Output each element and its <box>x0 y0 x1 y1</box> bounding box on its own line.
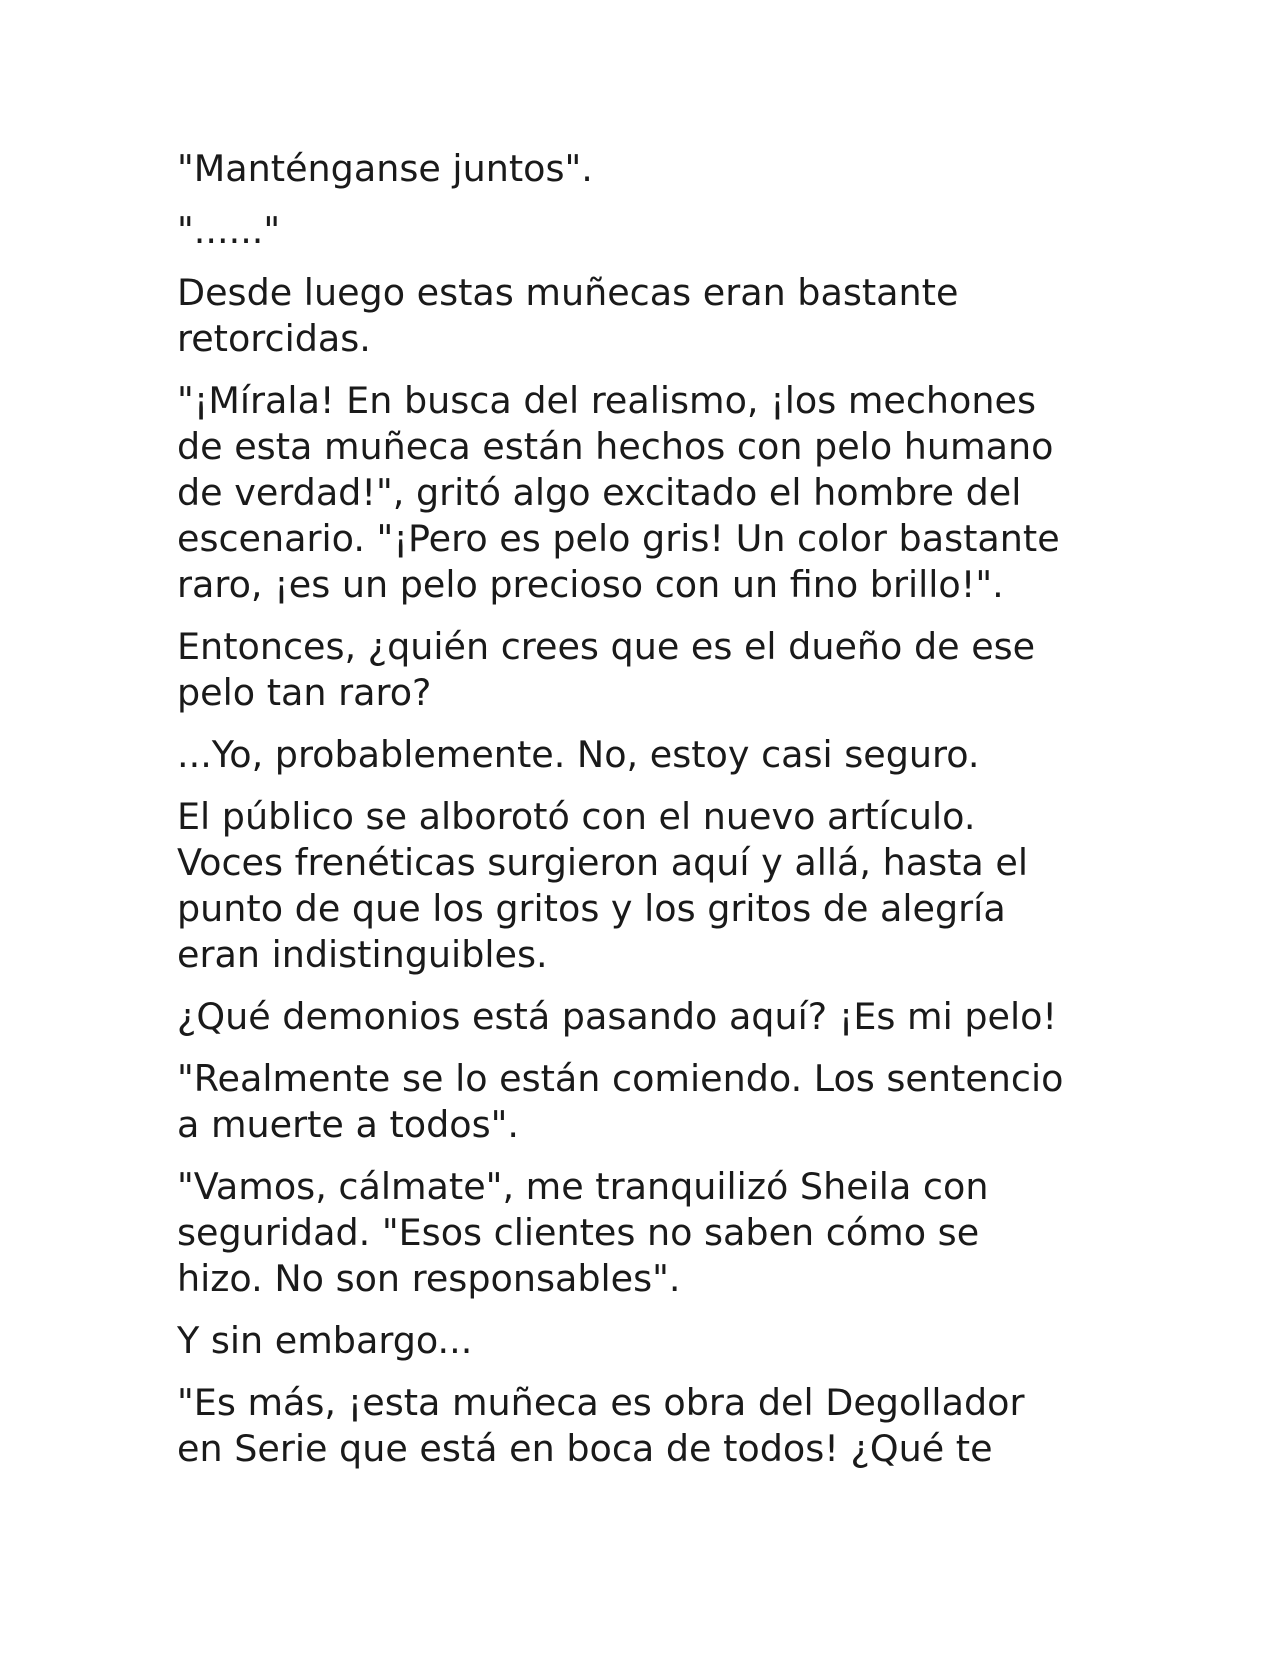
paragraph: Desde luego estas muñecas eran bastante retorcidas. <box>177 271 959 360</box>
body-text <box>177 146 1117 1488</box>
paragraph: Y sin embargo... <box>177 1319 473 1362</box>
paragraph: "Vamos, cálmate", me tranquilizó Sheila con seguridad. "Esos clientes no saben cómo se hizo. No son responsables". <box>177 1165 989 1300</box>
paragraph: "¡Mírala! En busca del realismo, ¡los mechones de esta muñeca están hechos con pelo humano de verdad!", gritó algo excitado el hombre del escenario. "¡Pero es pelo gris! Un color bastante raro, ¡es un pelo precioso con un fino brillo!". <box>177 379 1060 606</box>
paragraph: El público se alborotó con el nuevo artículo. Voces frenéticas surgieron aquí y allá, hasta el punto de que los gritos y los gritos de alegría eran indistinguibles. <box>177 795 1028 976</box>
paragraph: ...Yo, probablemente. No, estoy casi seguro. <box>177 733 980 776</box>
paragraph: "Manténganse juntos". <box>177 147 593 190</box>
paragraph: Entonces, ¿quién crees que es el dueño de ese pelo tan raro? <box>177 625 1036 714</box>
paragraph: ¿Qué demonios está pasando aquí? ¡Es mi pelo! <box>177 995 1058 1038</box>
paragraph: "Es más, ¡esta muñeca es obra del Degollador en Serie que está en boca de todos! ¿Qué te <box>177 1381 1025 1470</box>
paragraph: "Realmente se lo están comiendo. Los sentencio a muerte a todos". <box>177 1057 1064 1146</box>
paragraph: "......" <box>177 209 281 252</box>
